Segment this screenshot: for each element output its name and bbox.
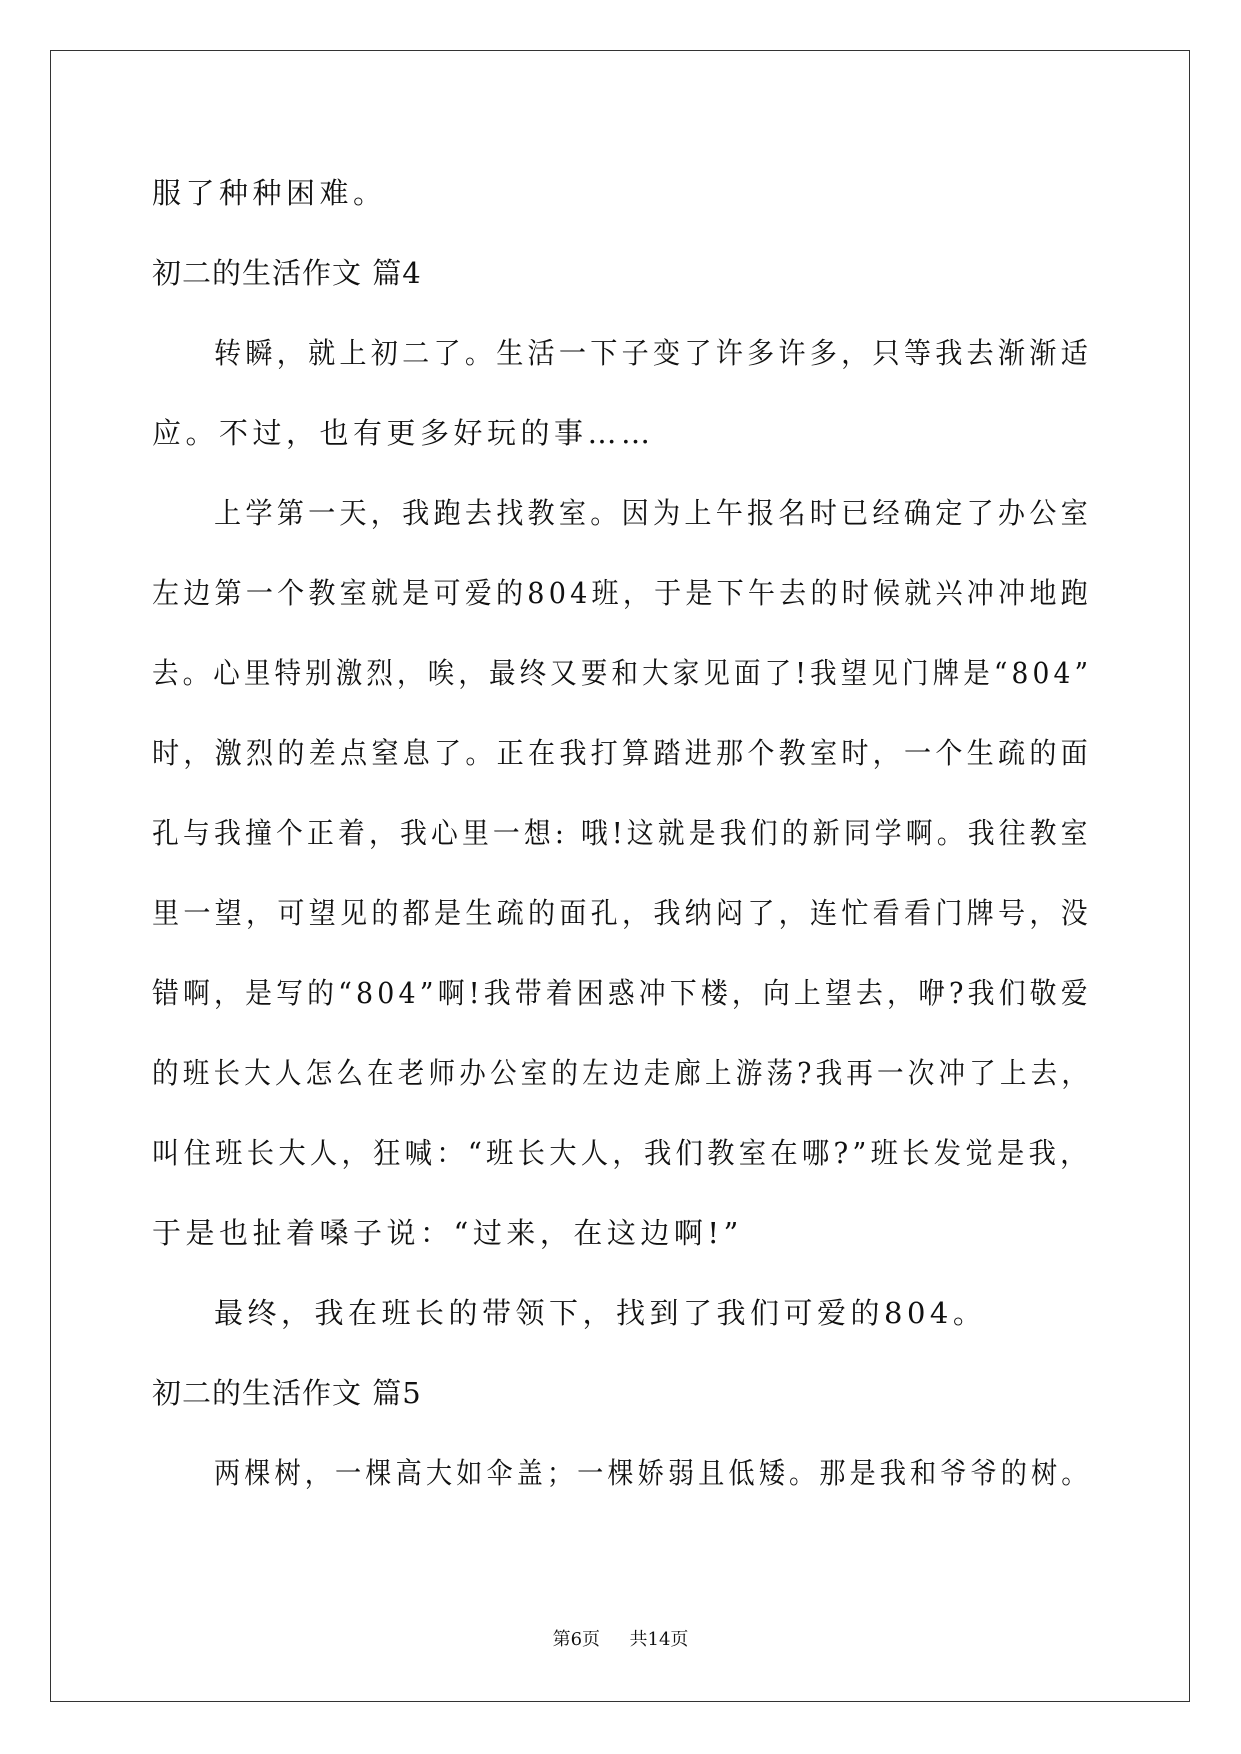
paragraph-line: 于是也扯着嗓子说：“过来，在这边啊!” <box>152 1216 743 1250</box>
paragraph-line: 应。不过，也有更多好玩的事…… <box>152 416 655 450</box>
paragraph-line: 服了种种困难。 <box>152 176 387 210</box>
section-heading: 初二的生活作文 篇4 <box>152 256 422 290</box>
paragraph-line: 左边第一个教室就是可爱的804班，于是下午去的时候就兴冲冲地跑 <box>152 576 1092 610</box>
paragraph-line: 去。心里特别激烈，唉，最终又要和大家见面了!我望见门牌是“804” <box>152 656 1093 690</box>
paragraph-line: 孔与我撞个正着，我心里一想: 哦!这就是我们的新同学啊。我往教室 <box>152 816 1092 850</box>
paragraph-line: 两棵树，一棵高大如伞盖；一棵娇弱且低矮。那是我和爷爷的树。 <box>214 1456 1092 1490</box>
page-footer <box>0 1625 1241 1651</box>
paragraph-line: 的班长大人怎么在老师办公室的左边走廊上游荡?我再一次冲了上去， <box>152 1056 1093 1090</box>
paragraph-line: 上学第一天，我跑去找教室。因为上午报名时已经确定了办公室 <box>214 496 1092 530</box>
paragraph-line: 最终，我在班长的带领下，找到了我们可爱的804。 <box>214 1296 987 1330</box>
page-number-total: 共14页 <box>629 1629 689 1650</box>
section-heading: 初二的生活作文 篇5 <box>152 1376 422 1410</box>
paragraph-line: 转瞬，就上初二了。生活一下子变了许多许多，只等我去渐渐适 <box>214 336 1092 370</box>
paragraph-line: 叫住班长大人，狂喊：“班长大人，我们教室在哪?”班长发觉是我， <box>152 1136 1092 1170</box>
paragraph-line: 时，激烈的差点窒息了。正在我打算踏进那个教室时，一个生疏的面 <box>152 736 1092 770</box>
paragraph-line: 里一望，可望见的都是生疏的面孔，我纳闷了，连忙看看门牌号，没 <box>152 896 1092 930</box>
paragraph-line: 错啊，是写的“804”啊!我带着困惑冲下楼，向上望去，咿?我们敬爱 <box>152 976 1092 1010</box>
page-number-current: 第6页 <box>552 1629 601 1650</box>
